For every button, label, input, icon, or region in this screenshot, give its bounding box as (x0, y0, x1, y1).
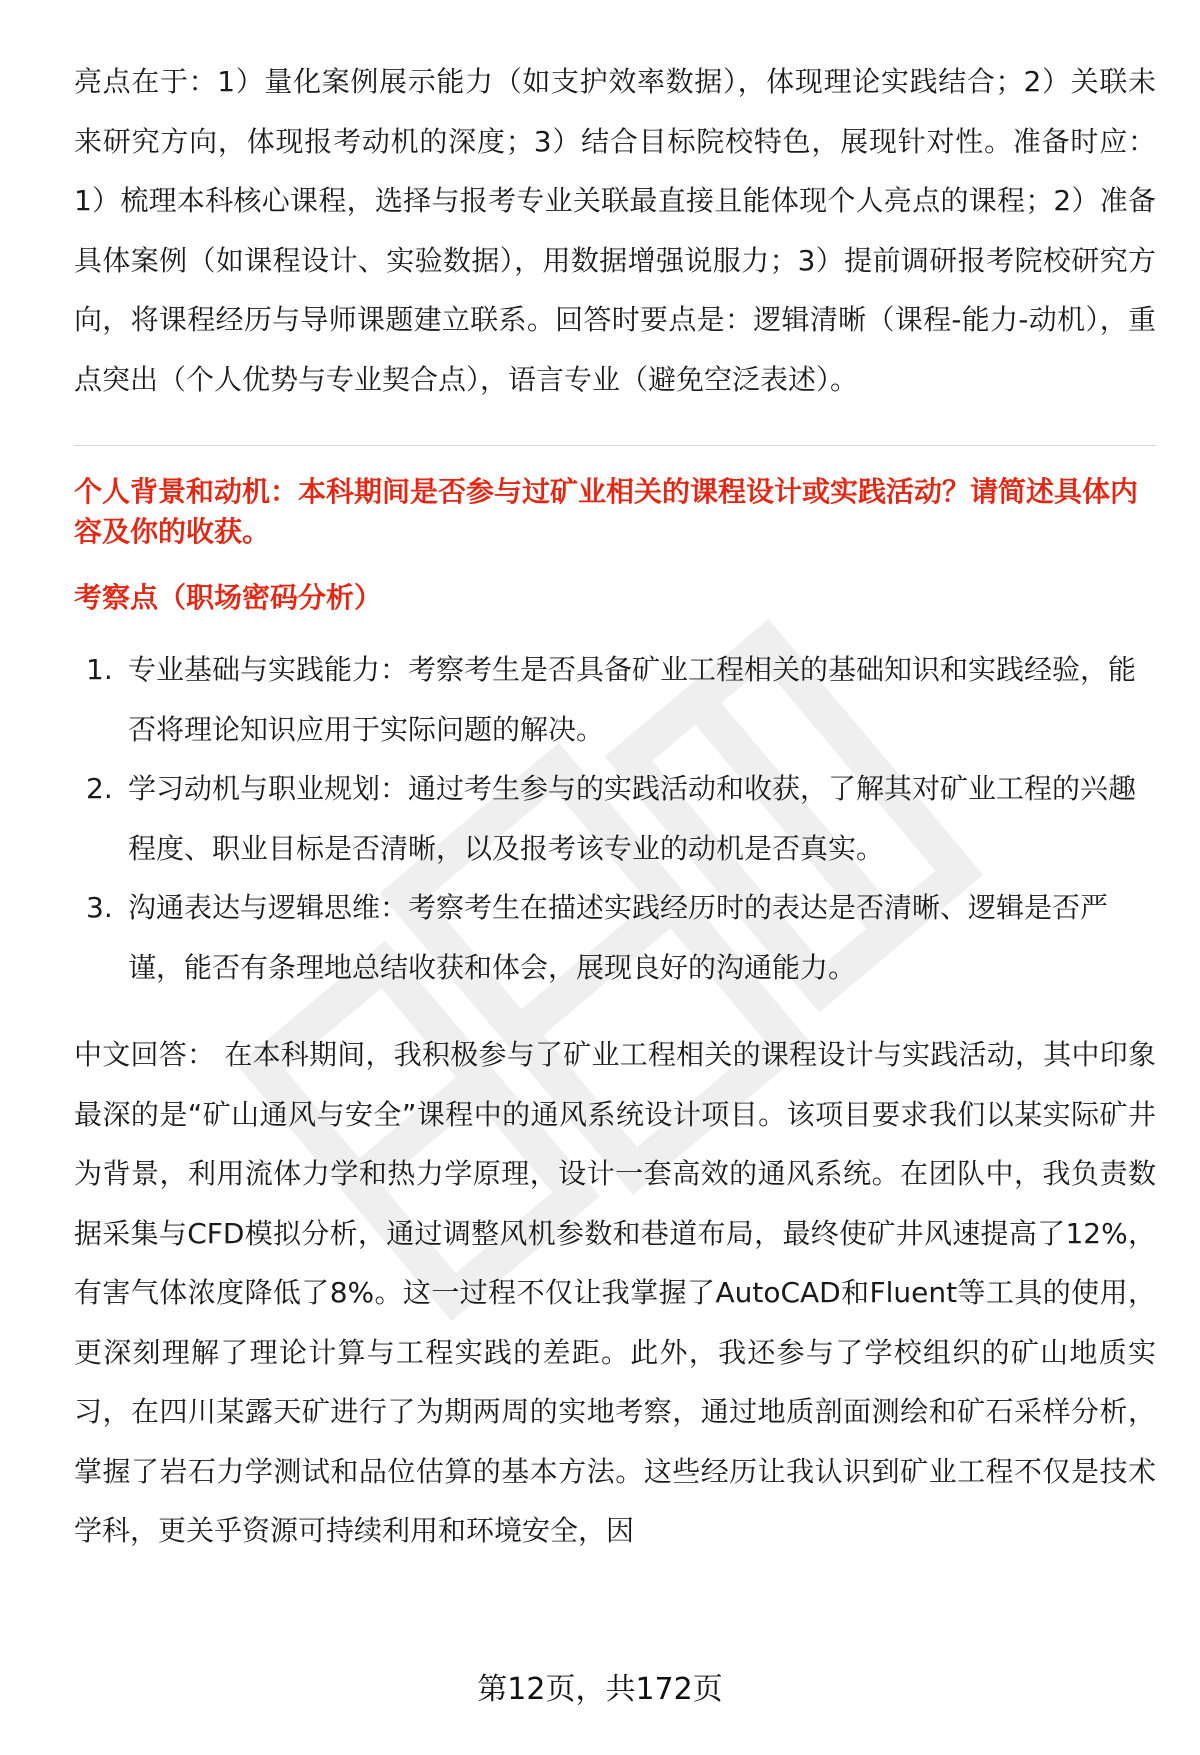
list-item-number: 2. (86, 772, 113, 805)
list-item-number: 3. (86, 891, 113, 924)
question-heading: 个人背景和动机：本科期间是否参与过矿业相关的课程设计或实践活动？请简述具体内容及你的收获。 (74, 475, 1139, 548)
page-content (74, 52, 1156, 1561)
exam-points-heading: 考察点（职场密码分析） (74, 581, 383, 614)
list-item (74, 878, 1156, 997)
list-item-text: 学习动机与职业规划：通过考生参与的实践活动和收获，了解其对矿业工程的兴趣程度、职业目标是否清晰，以及报考该专业的动机是否真实。 (128, 772, 1137, 865)
page-number-footer: 第12页，共172页 (477, 1672, 723, 1707)
list-item-text: 沟通表达与逻辑思维：考察考生在描述实践经历时的表达是否清晰、逻辑是否严谨，能否有条理地总结收获和体会，展现良好的沟通能力。 (128, 891, 1109, 984)
list-item-number: 1. (86, 653, 113, 686)
answer-paragraph: 中文回答： 在本科期间，我积极参与了矿业工程相关的课程设计与实践活动，其中印象最深的是“矿山通风与安全”课程中的通风系统设计项目。该项目要求我们以某实际矿井为背景，利用流体力学和热力学原理，设计一套高效的通风系统。在团队中，我负责数据采集与CFD模拟分析，通过调整风机参数和巷道布局，最终使矿井风速提高了12%，有害气体浓度降低了8%。这一过程不仅让我掌握了AutoCAD和Fluent等工具的使用，更深刻理解了理论计算与工程实践的差距。此外，我还参与了学校组织的矿山地质实习，在四川某露天矿进行了为期两周的实地考察，通过地质剖面测绘和矿石采样分析，掌握了岩石力学测试和品位估算的基本方法。这些经历让我认识到矿业工程不仅是技术学科，更关乎资源可持续利用和环境安全，因 (74, 1038, 1156, 1547)
section-divider (74, 445, 1156, 446)
exam-points-list (74, 640, 1156, 997)
intro-paragraph: 亮点在于：1）量化案例展示能力（如支护效率数据），体现理论实践结合；2）关联未来研究方向，体现报考动机的深度；3）结合目标院校特色，展现针对性。准备时应：1）梳理本科核心课程，选择与报考专业关联最直接且能体现个人亮点的课程；2）准备具体案例（如课程设计、实验数据），用数据增强说服力；3）提前调研报考院校研究方向，将课程经历与导师课题建立联系。回答时要点是：逻辑清晰（课程-能力-动机），重点突出（个人优势与专业契合点），语言专业（避免空泛表述）。 (74, 65, 1156, 396)
list-item-text: 专业基础与实践能力：考察考生是否具备矿业工程相关的基础知识和实践经验，能否将理论知识应用于实际问题的解决。 (128, 653, 1137, 746)
list-item (74, 759, 1156, 878)
list-item (74, 640, 1156, 759)
